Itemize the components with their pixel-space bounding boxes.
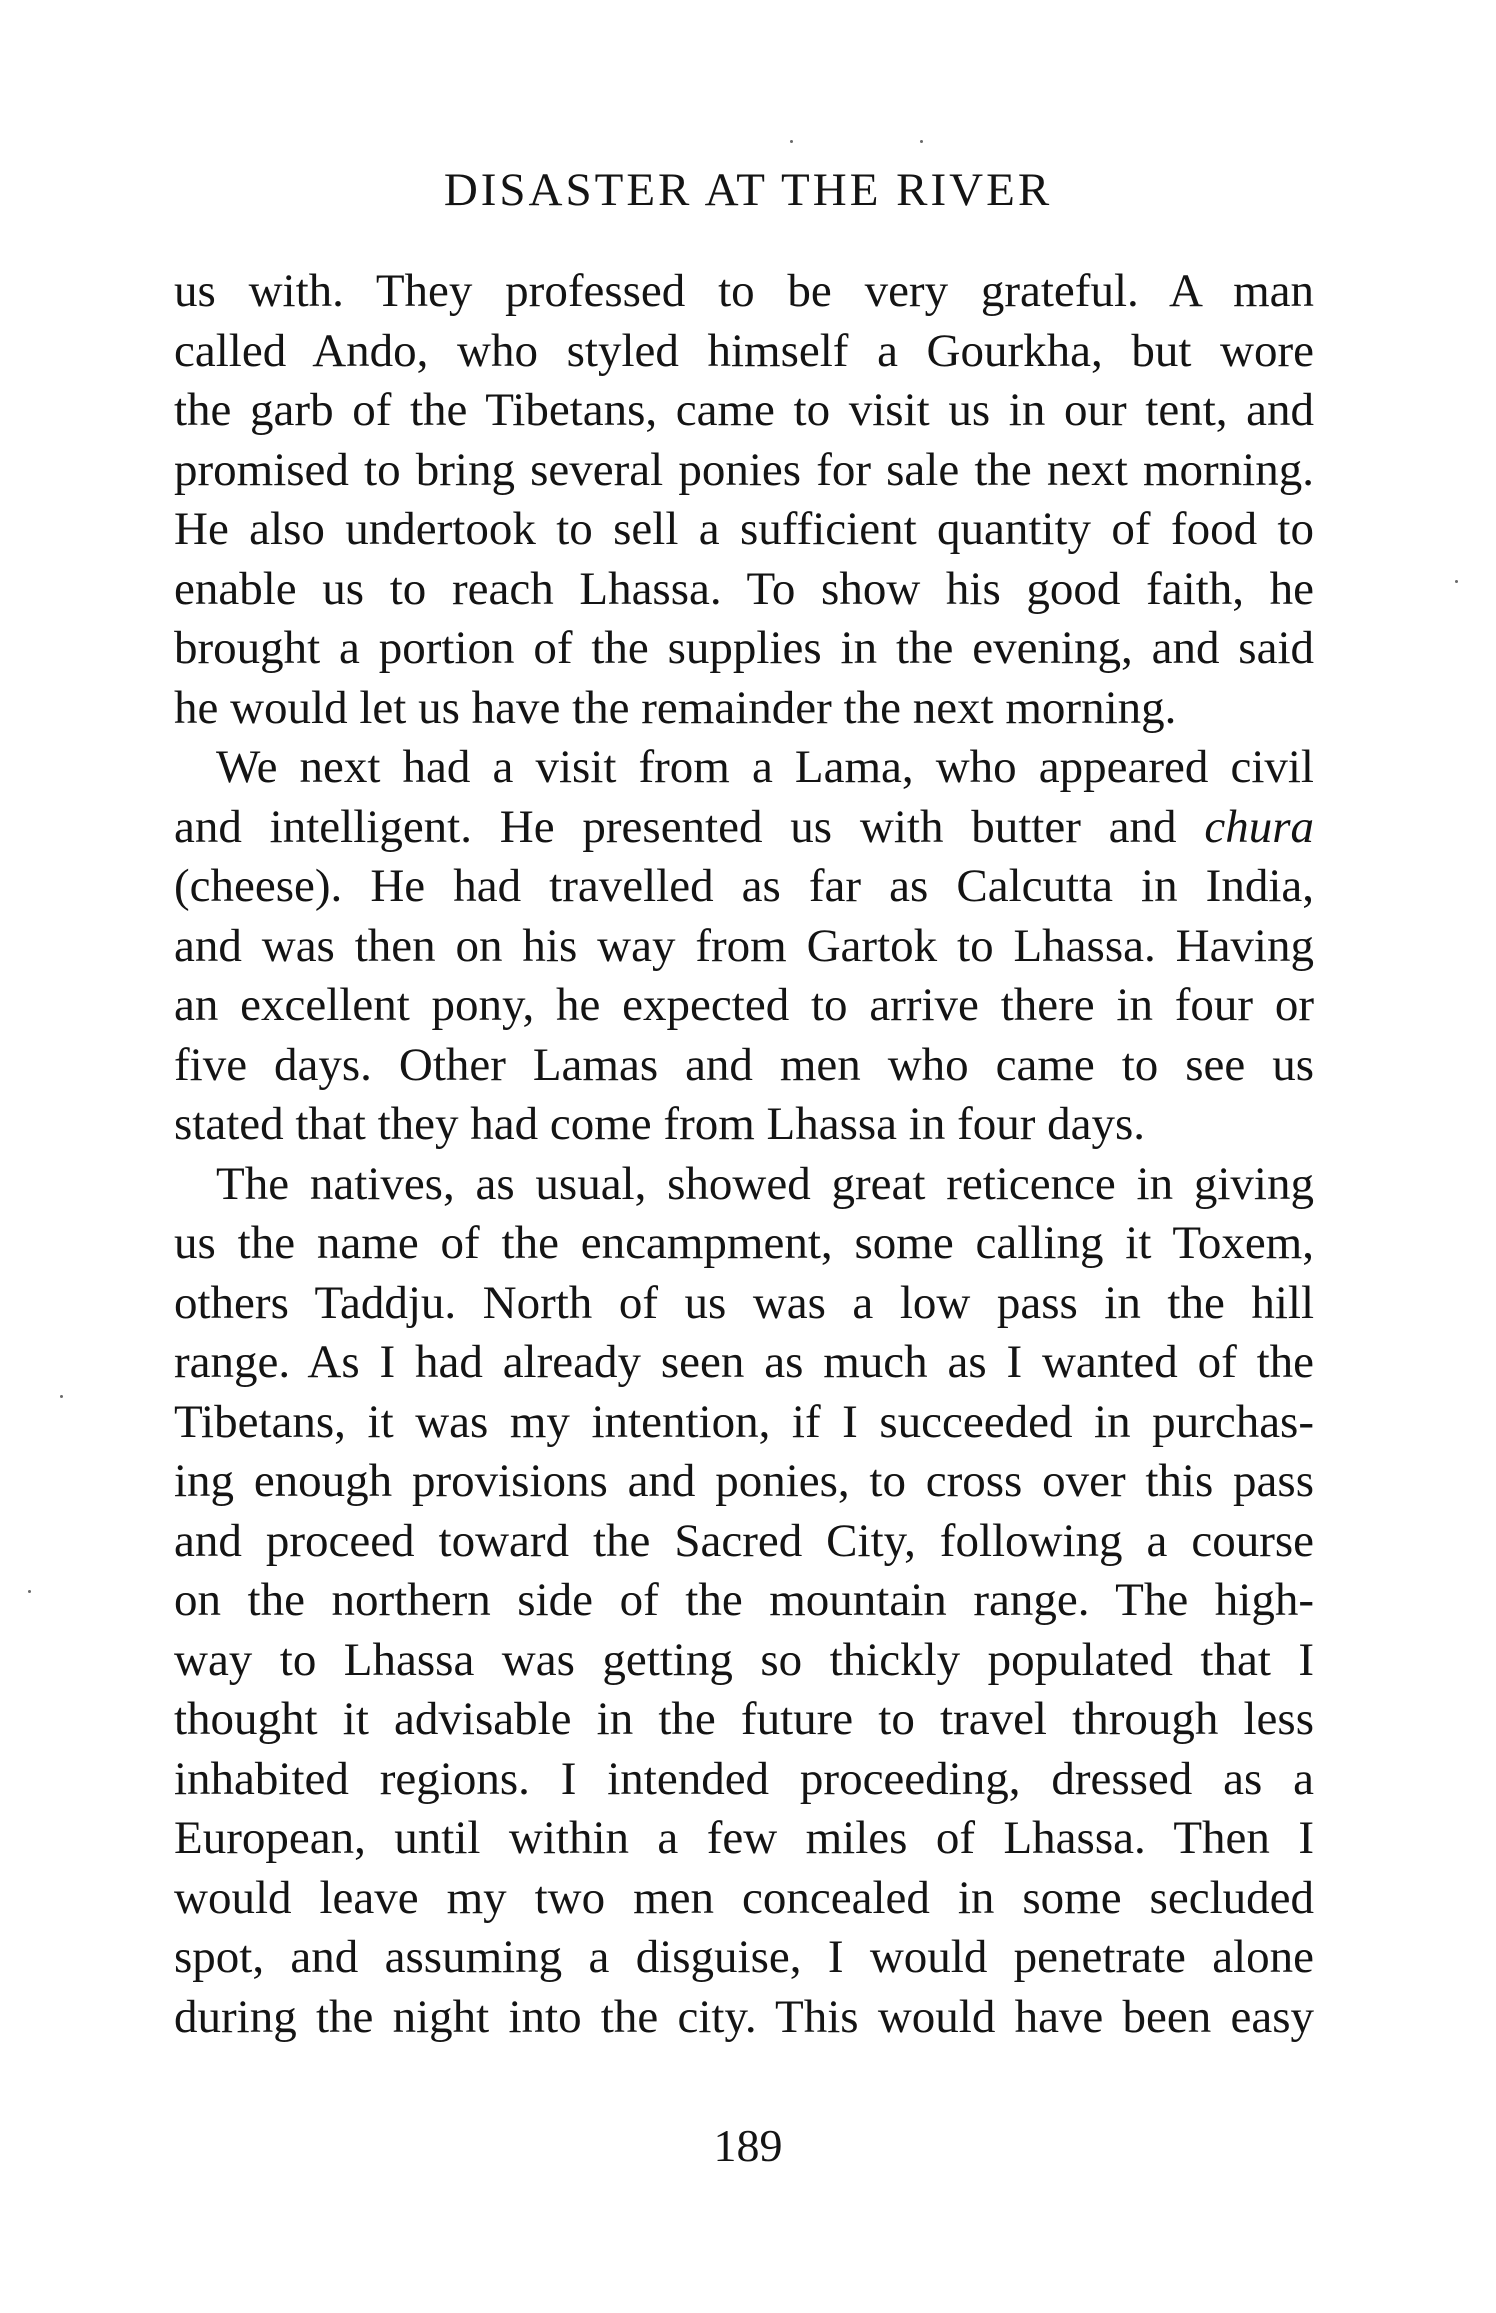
text-line: others Taddju. North of us was a low pass in the hill <box>174 1276 1314 1329</box>
text-line: spot, and assuming a disguise, I would penetrate alone <box>174 1931 1314 1983</box>
paragraph <box>174 262 1314 738</box>
scan-speck <box>790 140 793 143</box>
text-line: inhabited regions. I intended proceeding, dressed as a <box>174 1752 1314 1805</box>
text-line: ing enough provisions and ponies, to cross over this pass <box>174 1455 1314 1507</box>
text-line: he would let us have the remainder the next morning. <box>174 681 1177 734</box>
text-line: The natives, as usual, showed great reticence in giving <box>216 1157 1314 1210</box>
text-line: and proceed toward the Sacred City, following a course <box>174 1514 1314 1567</box>
text-line: European, until within a few miles of Lhassa. Then I <box>174 1812 1314 1864</box>
scan-speck <box>60 1395 63 1398</box>
text-line: stated that they had come from Lhassa in four days. <box>174 1098 1146 1150</box>
text-line: and was then on his way from Gartok to Lhassa. Having <box>174 919 1314 972</box>
text-line: us the name of the encampment, some calling it Toxem, <box>174 1217 1314 1269</box>
text-line: an excellent pony, he expected to arrive there in four or <box>174 979 1314 1031</box>
italic-term: chura <box>1204 800 1314 853</box>
text-line: and intelligent. He presented us with butter and chura <box>174 800 1314 853</box>
paragraph <box>174 1155 1314 2048</box>
text-line: the garb of the Tibetans, came to visit us in our tent, and <box>174 384 1314 436</box>
text-line: us with. They professed to be very grateful. A man <box>174 265 1314 317</box>
text-line: promised to bring several ponies for sale the next morning. <box>174 443 1314 496</box>
text-line: would leave my two men concealed in some secluded <box>174 1871 1314 1924</box>
text-line: He also undertook to sell a sufficient quantity of food to <box>174 503 1314 555</box>
paragraph <box>174 738 1314 1155</box>
text-line: thought it advisable in the future to travel through less <box>174 1693 1314 1745</box>
text-line: (cheese). He had travelled as far as Calcutta in India, <box>174 860 1314 912</box>
running-head: DISASTER AT THE RIVER <box>443 164 1053 216</box>
text-line: way to Lhassa was getting so thickly populated that I <box>174 1633 1314 1686</box>
text-line: five days. Other Lamas and men who came to see us <box>174 1038 1314 1091</box>
body-text <box>174 262 1314 2047</box>
text-line: called Ando, who styled himself a Gourkha, but wore <box>174 324 1314 377</box>
text-line: brought a portion of the supplies in the evening, and said <box>174 622 1314 674</box>
text-line: We next had a visit from a Lama, who appeared civil <box>216 741 1314 793</box>
text-line: during the night into the city. This would have been easy <box>174 1990 1314 2043</box>
page-number: 189 <box>713 2120 783 2171</box>
scan-speck <box>28 1590 31 1593</box>
text-line: range. As I had already seen as much as I wanted of the <box>174 1336 1314 1388</box>
text-line: enable us to reach Lhassa. To show his good faith, he <box>174 562 1314 615</box>
scan-speck <box>920 140 923 143</box>
text-line: on the northern side of the mountain range. The high- <box>174 1574 1314 1626</box>
scan-speck <box>1455 580 1458 583</box>
text-line: Tibetans, it was my intention, if I succeeded in purchas- <box>174 1395 1314 1448</box>
